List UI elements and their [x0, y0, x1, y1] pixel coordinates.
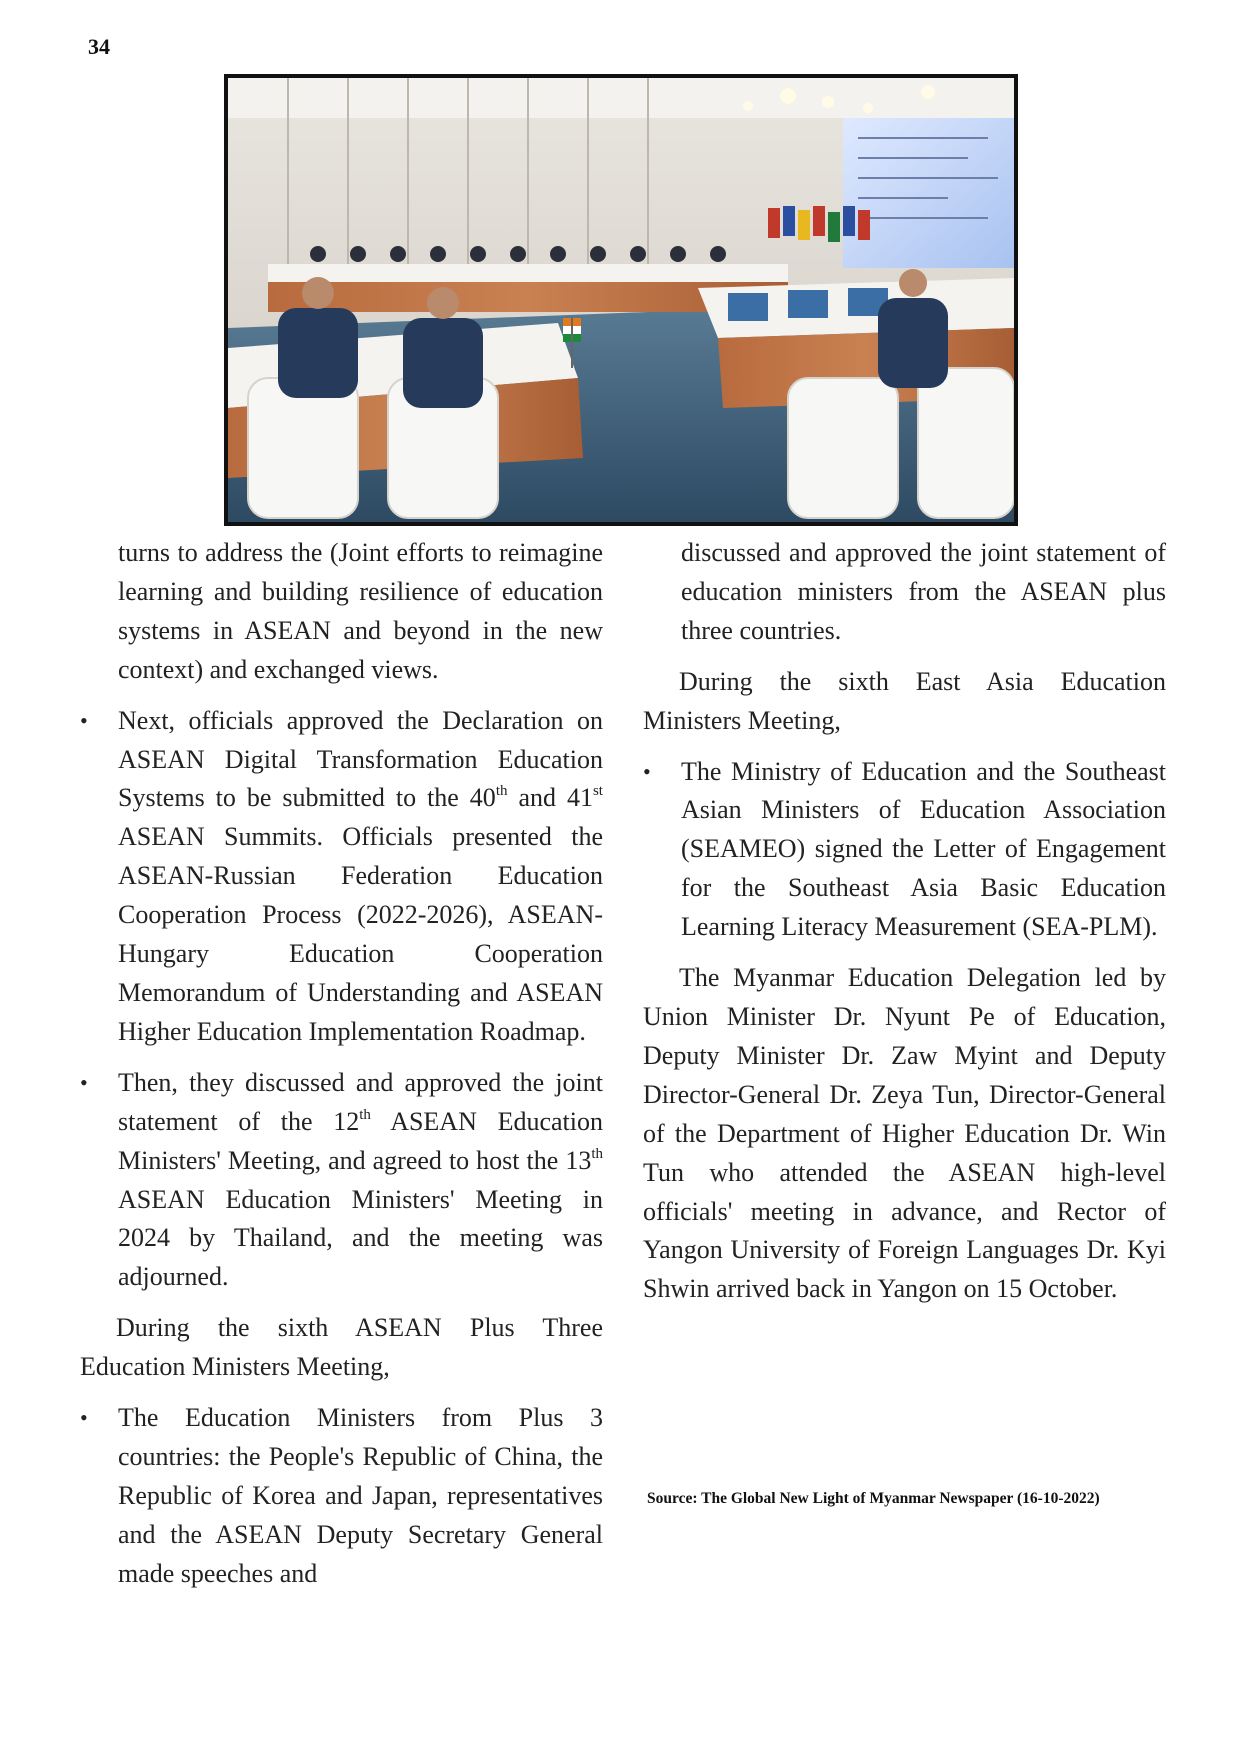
bullet-joint-statement	[80, 1064, 603, 1297]
superscript: th	[495, 783, 508, 800]
right-column	[643, 534, 1166, 1321]
paragraph-east-asia: During the sixth East Asia Education Ministers Meeting,	[643, 666, 1166, 735]
text-run: ASEAN Summits. Officials presented the ASEAN-Russian Federation Education Cooperation Process (2022-2026), ASEAN-Hungary Education Cooperation Memorandum of Understanding and ASEAN Higher Education Implementation Roadmap.	[118, 822, 603, 1046]
text-run: Then, they discussed and approved the joint statement of the 12	[118, 1067, 603, 1136]
text-run: ASEAN Education Ministers' Meeting, and agreed to host the 13	[118, 1106, 603, 1175]
page-number: 34	[88, 34, 110, 59]
text-run: and 41	[507, 783, 593, 813]
text-run: Next, officials approved the Declaration on ASEAN Digital Transformation Education Systems to be submitted to the 40	[118, 705, 603, 813]
photo-illustration	[228, 78, 1014, 522]
paragraph-plus-three: During the sixth ASEAN Plus Three Education Ministers Meeting,	[80, 1313, 603, 1382]
superscript: st	[592, 783, 603, 800]
text-run: ASEAN Education Ministers' Meeting in 2024 by Thailand, and the meeting was adjourned.	[118, 1184, 603, 1292]
superscript: th	[591, 1145, 603, 1162]
paragraph-delegation: The Myanmar Education Delegation led by Union Minister Dr. Nyunt Pe of Education, Deputy Minister Dr. Zaw Myint and Deputy Director-General Dr. Zeya Tun, Director-General of the Department of Higher Education Dr. Win Tun who attended the ASEAN high-level officials' meeting in advance, and Rector of Yangon University of Foreign Languages Dr. Kyi Shwin arrived back in Yangon on 15 October.	[643, 963, 1166, 1304]
source-credit: Source: The Global New Light of Myanmar Newspaper (16-10-2022)	[647, 1490, 1100, 1507]
bullet-declaration	[80, 702, 603, 1052]
left-column	[80, 534, 603, 1606]
conference-room-photo	[224, 74, 1018, 526]
superscript: th	[359, 1106, 371, 1123]
bullet-plus-three-speeches: • The Education Ministers from Plus 3 countries: the People's Republic of China, the Republic of Korea and Japan, representatives and the ASEAN Deputy Secretary General made speeches and	[80, 1399, 603, 1594]
bullet-seameo: • The Ministry of Education and the Southeast Asian Ministers of Education Association (SEAMEO) signed the Letter of Engagement for the Southeast Asia Basic Education Learning Literacy Measurement (SEA-PLM).	[643, 753, 1166, 948]
paragraph-continuation: discussed and approved the joint statement of education ministers from the ASEAN plus three countries.	[681, 538, 1166, 645]
paragraph-continuation: turns to address the (Joint efforts to reimagine learning and building resilience of education systems in ASEAN and beyond in the new context) and exchanged views.	[118, 538, 603, 684]
